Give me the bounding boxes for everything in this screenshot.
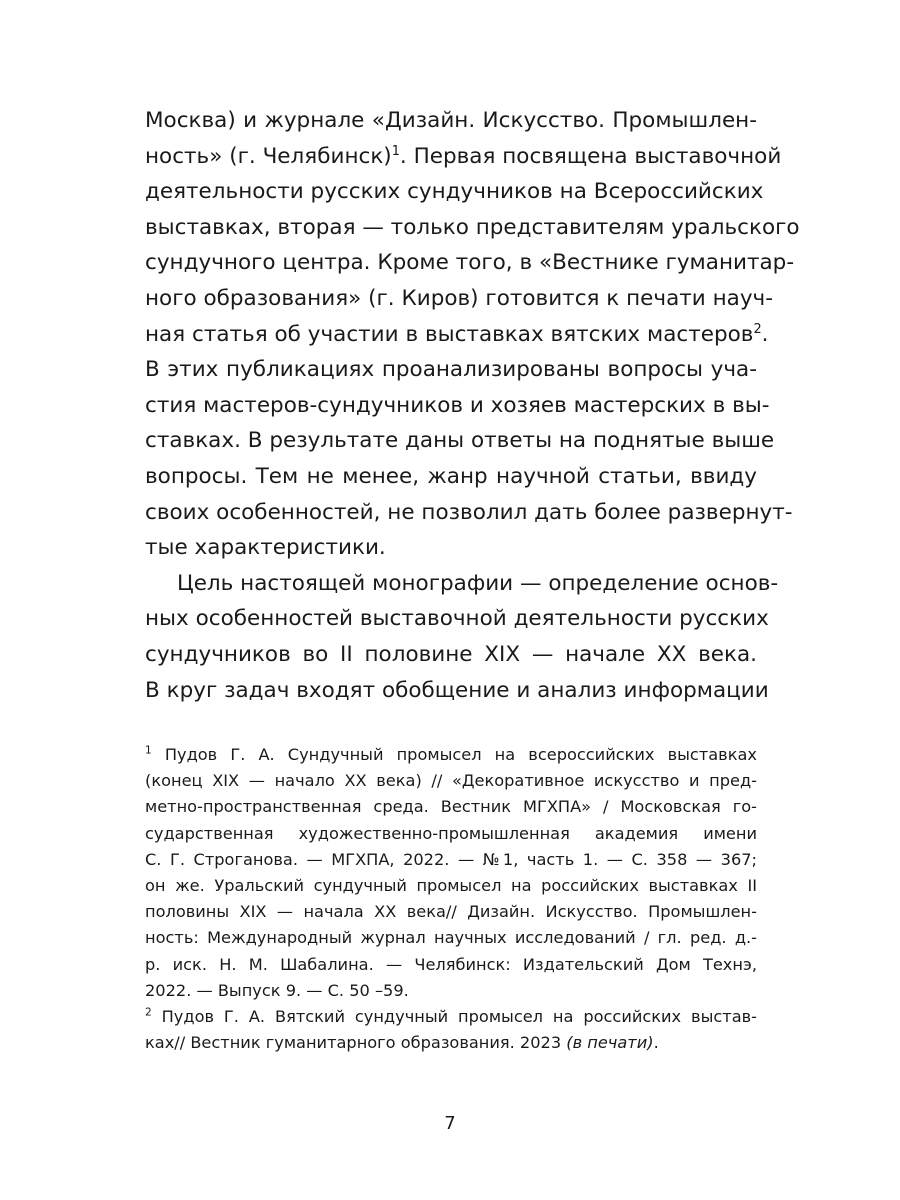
- text-fragment: Пудов Г. А. Сундучный промысел на всероссийских выставках: [164, 745, 757, 764]
- footnote-2-number: 2: [145, 1006, 152, 1019]
- text-fragment: ках// Вестник гуманитарного образования. 2023: [145, 1033, 567, 1053]
- page-number: 7: [444, 1113, 456, 1134]
- text-line: В круг задач входят обобщение и анализ информации: [145, 677, 769, 703]
- text-fragment: . Первая посвящена выставочной: [399, 143, 782, 169]
- text-line: деятельности русских сундучников на Всероссийских: [145, 179, 764, 205]
- text-line: Москва) и журнале «Дизайн. Искусство. Промышлен-: [145, 108, 757, 133]
- text-fragment: Пудов Г. А. Вятский сундучный промысел на российских выстав-: [161, 1006, 757, 1026]
- text-line: стия мастеров-сундучников и хозяев мастерских в вы-: [145, 392, 770, 418]
- text-line: выставках, вторая — только представителям уральского: [145, 214, 800, 240]
- text-line: [145, 139, 782, 175]
- text-line: Цель настоящей монографии — определение основ-: [177, 570, 779, 596]
- text-line: В этих публикациях проанализированы вопросы уча-: [145, 357, 757, 383]
- body-text: [145, 103, 800, 708]
- text-line: своих особенностей, не позволил дать более развернут-: [145, 499, 793, 525]
- footnote-1-line: метно-пространственная среда. Вестник МГХПА» / Московская го-: [145, 797, 757, 817]
- footnote-2-line: [145, 1030, 757, 1056]
- footnote-1-line: 2022. — Выпуск 9. — С. 50 –59.: [145, 980, 409, 1000]
- text-line: ных особенностей выставочной деятельности русских: [145, 606, 769, 632]
- text-fragment: .: [761, 321, 769, 347]
- footnote-1-line: половины XIX — начала XX века// Дизайн. Искусство. Промышлен-: [145, 902, 757, 922]
- footnote-1-line: ность: Международный журнал научных исследований / гл. ред. д.-: [145, 928, 757, 948]
- footnote-1-line: (конец XIX — начало XX века) // «Декоративное искусство и пред-: [145, 771, 757, 791]
- text-line: сундучников во II половине XIX — начале XX века.: [145, 641, 757, 667]
- text-fragment: ность» (г. Челябинск): [145, 143, 392, 169]
- footnotes: [145, 742, 757, 1056]
- footnote-2-line: [145, 1004, 757, 1030]
- text-line: вопросы. Тем не менее, жанр научной статьи, ввиду: [145, 463, 757, 489]
- text-fragment: .: [653, 1033, 659, 1053]
- footnote-ref-2: 2: [753, 321, 762, 337]
- footnote-1-line: р. иск. Н. М. Шабалина. — Челябинск: Издательский Дом Технэ,: [145, 954, 757, 974]
- footnote-1-line: С. Г. Строганова. — МГХПА, 2022. — №1, часть 1. — С. 358 — 367;: [145, 849, 757, 869]
- footnote-1-line: сударственная художественно-промышленная академия имени: [145, 823, 757, 843]
- footnote-ref-1: 1: [391, 143, 400, 159]
- text-fragment: ная статья об участии в выставках вятских мастеров: [145, 321, 754, 347]
- footnote-1-line: [145, 742, 757, 768]
- footnote-1-number: 1: [145, 744, 152, 757]
- text-line: тые характеристики.: [145, 535, 386, 561]
- text-line: ставках. В результате даны ответы на поднятые выше: [145, 428, 775, 454]
- text-line: ного образования» (г. Киров) готовится к печати науч-: [145, 285, 774, 311]
- text-line: [145, 317, 769, 353]
- text-line: сундучного центра. Кроме того, в «Вестнике гуманитар-: [145, 250, 795, 276]
- footnote-italic-note: (в печати): [566, 1033, 654, 1053]
- footnote-1-line: он же. Уральский сундучный промысел на российских выставках II: [145, 875, 757, 895]
